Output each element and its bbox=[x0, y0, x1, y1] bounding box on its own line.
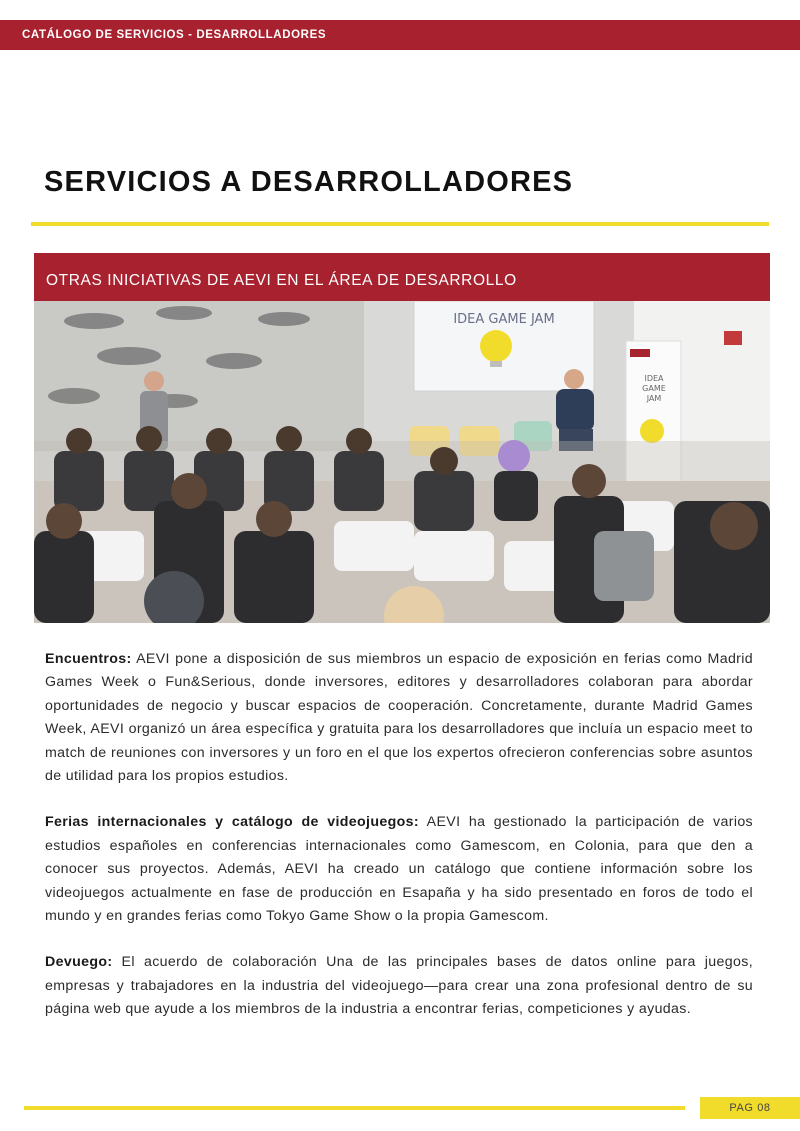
paragraph-ferias bbox=[45, 811, 753, 928]
paragraph-text: El acuerdo de colaboración Una de las principales bases de datos online para juegos, empresas y trabajadores en la industria del videojuego—para crear una zona profesional dentro de su página web que ayude a los miembros de la industria a encontrar ferias, competiciones y ayudas. bbox=[45, 954, 753, 1018]
body-text bbox=[45, 648, 753, 1045]
event-photo-illustration bbox=[34, 301, 770, 623]
page-title: SERVICIOS A DESARROLLADORES bbox=[44, 166, 574, 198]
paragraph-encuentros bbox=[45, 648, 753, 788]
paragraph-devuego bbox=[45, 951, 753, 1021]
screen-text: IDEA GAME JAM bbox=[453, 312, 555, 327]
page-number-badge bbox=[700, 1097, 800, 1119]
banner-line-3: JAM bbox=[646, 394, 662, 403]
banner-text: CATÁLOGO DE SERVICIOS - DESARROLLADORES bbox=[22, 29, 327, 41]
page-number: PAG 08 bbox=[729, 1102, 771, 1114]
title-divider bbox=[31, 222, 769, 226]
section-header bbox=[34, 253, 770, 301]
paragraph-label: Encuentros: bbox=[45, 651, 132, 667]
paragraph-text: AEVI pone a disposición de sus miembros un espacio de exposición en ferias como Madrid Games Week o Fun&Serious, donde inversores, editores y desarrolladores colaboran para abordar oportunidades de negocio y buscar espacios de cooperación. Concretamente, durante Madrid Games Week, AEVI organizó un área específica y gratuita para los desarrolladores que incluía un espacio meet to match de reuniones con inversores y un foro en el que los expertos ofrecieron conferencias sobre asuntos de utilidad para los propios estudios. bbox=[45, 651, 753, 785]
top-banner bbox=[0, 20, 800, 50]
paragraph-label: Devuego: bbox=[45, 954, 113, 971]
banner-line-1: IDEA bbox=[644, 374, 664, 383]
section-title: OTRAS INICIATIVAS DE AEVI EN EL ÁREA DE DESARROLLO bbox=[46, 272, 517, 289]
banner-line-2: GAME bbox=[642, 384, 666, 393]
paragraph-label: Ferias internacionales y catálogo de videojuegos: bbox=[45, 814, 419, 831]
footer-divider bbox=[24, 1106, 685, 1110]
paragraph-text: AEVI ha gestionado la participación de varios estudios españoles en conferencias internacionales como Gamescom, en Colonia, para que den a conocer sus proyectos. Además, AEVI ha creado un catálogo que contiene información sobre los videojuegos actualmente en fase de producción en Esapaña y ha sido presentado en foros de todo el mundo y en grandes ferias como Tokyo Game Show o la propia Gamescom. bbox=[45, 814, 753, 925]
event-photo bbox=[34, 301, 770, 623]
